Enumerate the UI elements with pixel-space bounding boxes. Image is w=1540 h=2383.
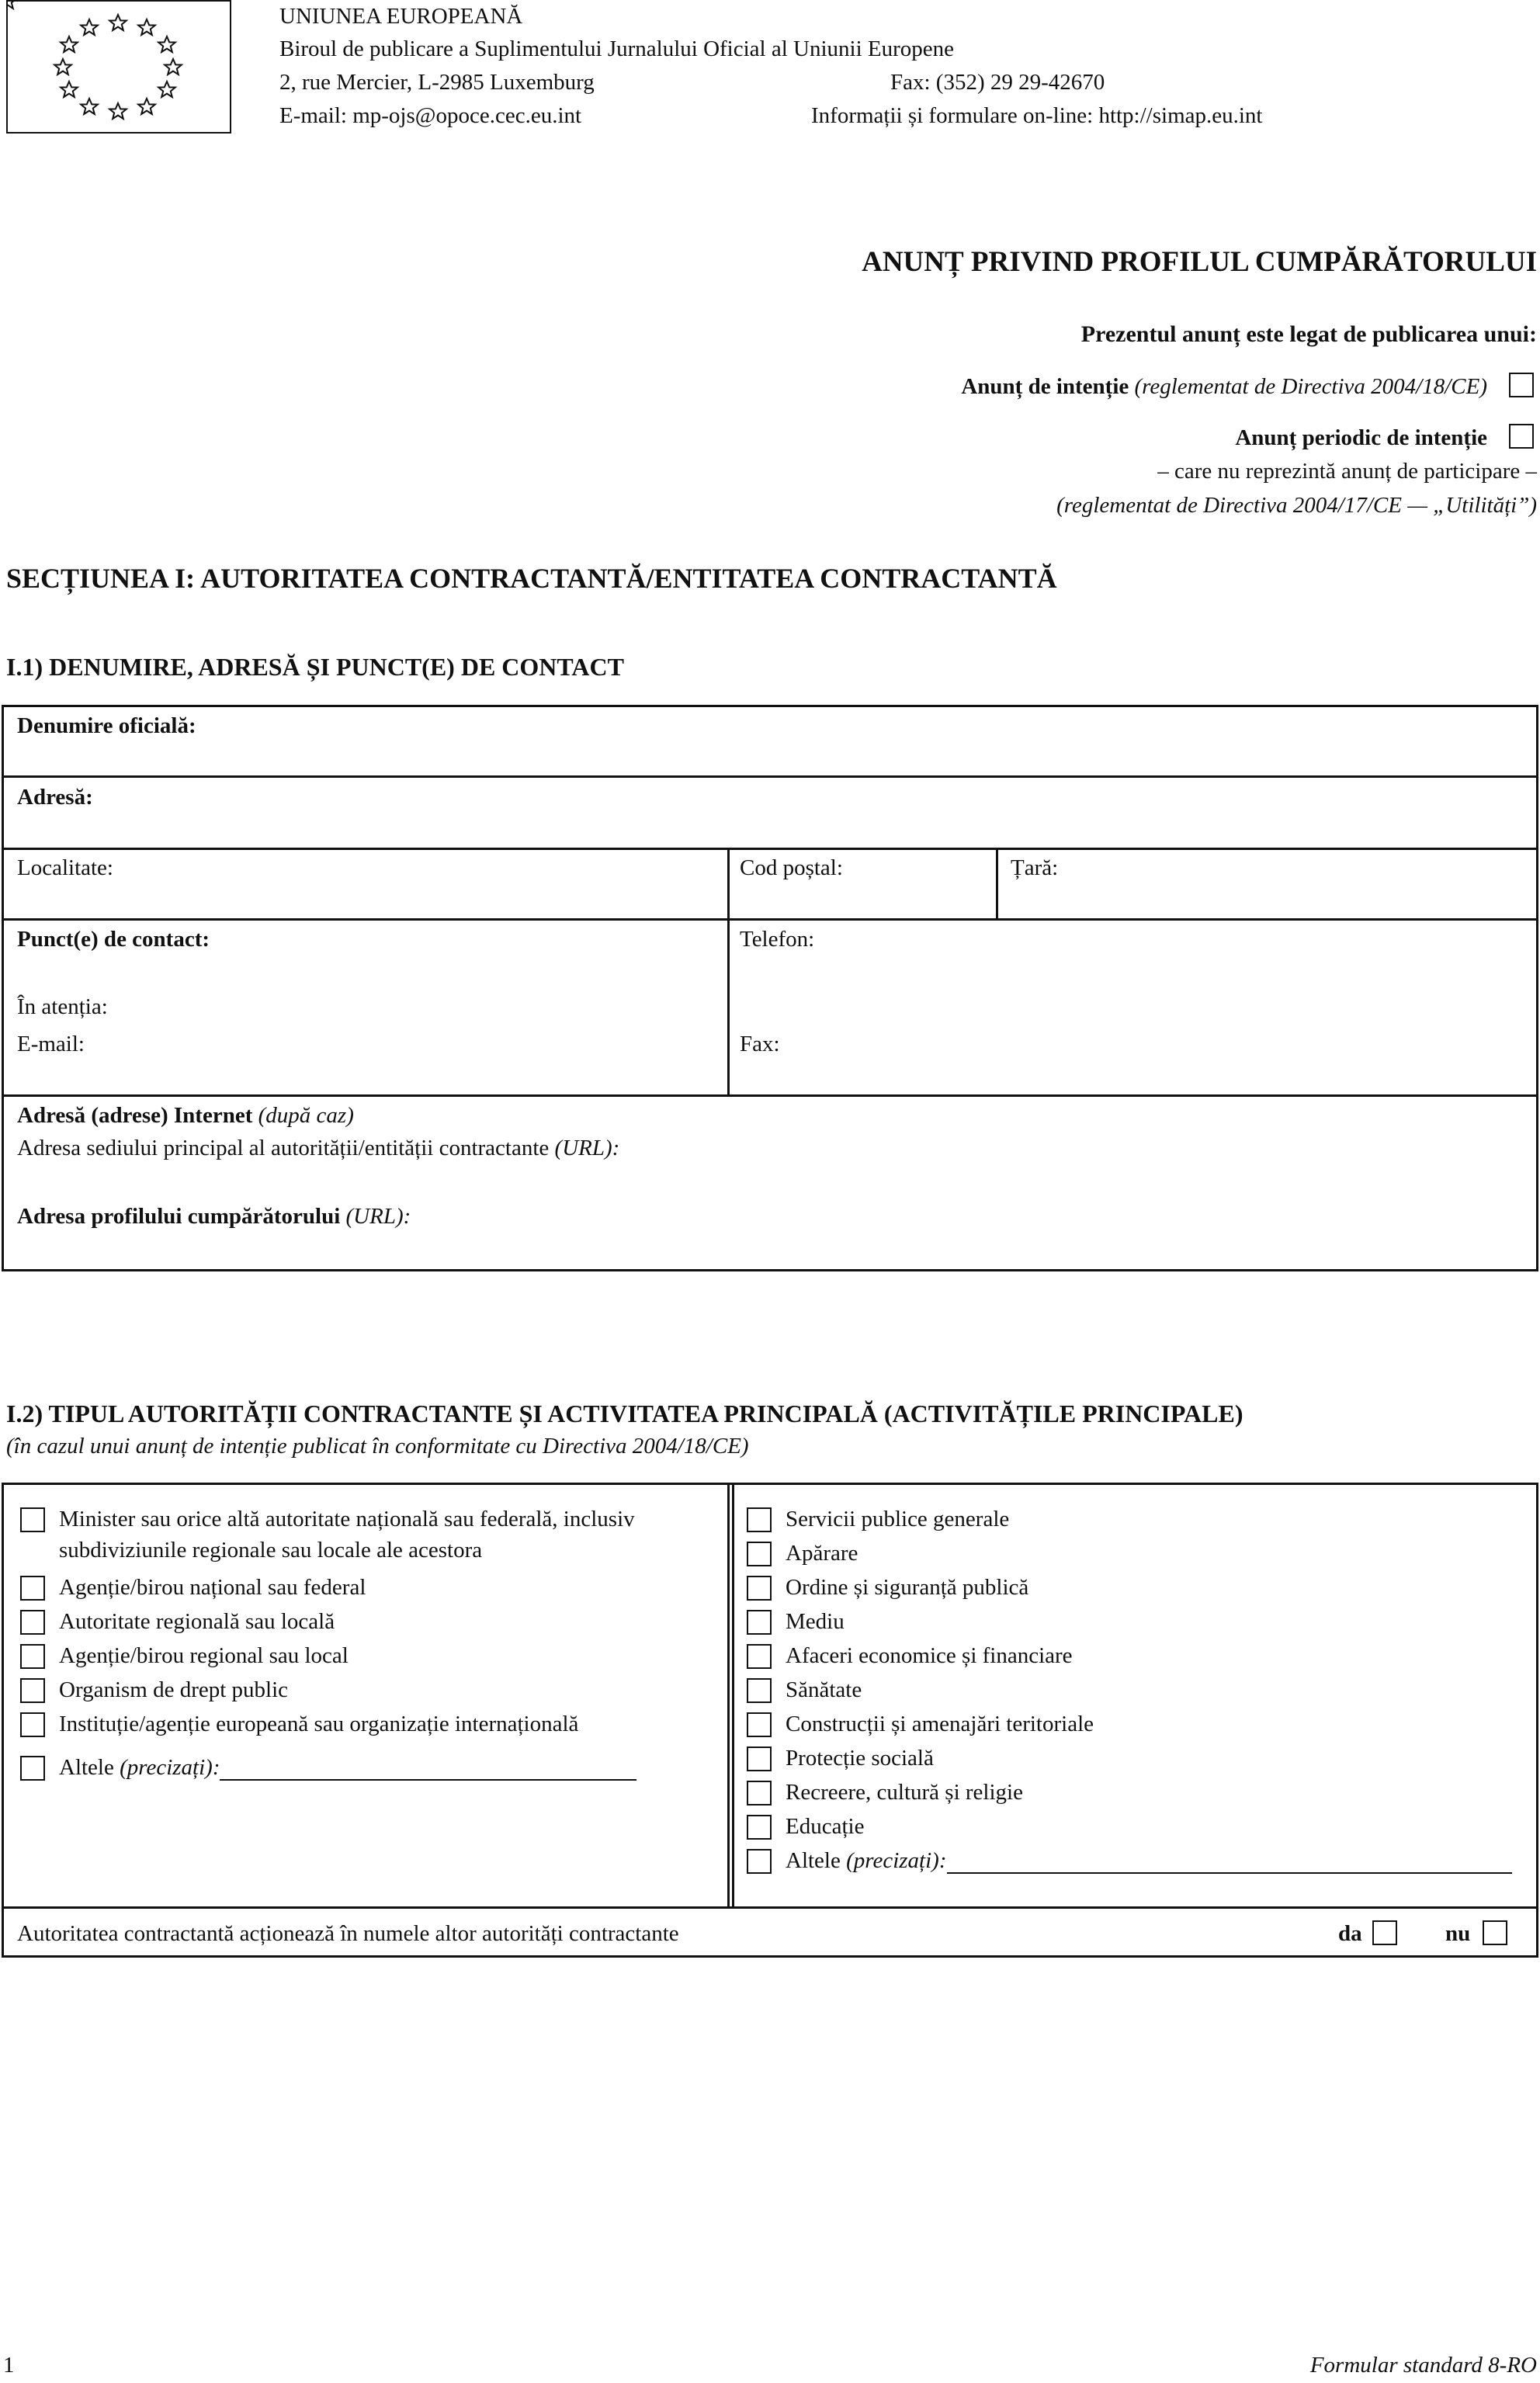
- option-notice-intent-directive: (reglementat de Directiva 2004/18/CE): [1134, 374, 1487, 399]
- form-title: ANUNȚ PRIVIND PROFILUL CUMPĂRĂTORULUI: [862, 246, 1537, 278]
- country-label: Țară:: [1011, 855, 1059, 880]
- divider: [996, 848, 998, 918]
- environment-checkbox[interactable]: [747, 1610, 772, 1635]
- internet-heading-label: Adresă (adrese) Internet: [17, 1103, 253, 1128]
- public-law-body-checkbox[interactable]: [20, 1678, 45, 1703]
- recreation-label: Recreere, cultură și religie: [786, 1780, 1023, 1805]
- buyer-profile-label: [17, 1203, 411, 1230]
- right-other-label: [786, 1847, 947, 1875]
- ministry-checkbox[interactable]: [20, 1507, 45, 1532]
- public-order-label: Ordine și siguranță publică: [786, 1575, 1029, 1600]
- header-address: 2, rue Mercier, L-2985 Luxemburg: [279, 70, 595, 95]
- general-services-checkbox[interactable]: [747, 1507, 772, 1532]
- header-fax: Fax: (352) 29 29-42670: [890, 70, 1105, 95]
- right-other-text: Altele: [786, 1848, 841, 1873]
- email-label: E-mail:: [17, 1032, 85, 1056]
- yes-checkbox[interactable]: [1372, 1920, 1397, 1945]
- public-order-checkbox[interactable]: [747, 1576, 772, 1601]
- divider: [2, 848, 1538, 850]
- social-protection-label: Protecție socială: [786, 1746, 934, 1771]
- national-agency-checkbox[interactable]: [20, 1576, 45, 1601]
- left-other-label: [59, 1754, 220, 1781]
- postal-code-label: Cod poștal:: [740, 855, 843, 880]
- eu-institution-checkbox[interactable]: [20, 1712, 45, 1737]
- option-periodic-intent: Anunț periodic de intenție: [1235, 425, 1487, 450]
- left-other-checkbox[interactable]: [20, 1756, 45, 1781]
- periodic-intent-directive: (reglementat de Directiva 2004/17/CE — „Utilități”): [1056, 493, 1537, 518]
- buyer-profile-url: (URL):: [345, 1204, 411, 1229]
- no-label: nu: [1445, 1921, 1471, 1946]
- divider: [2, 1094, 1538, 1097]
- option-notice-intent-label: Anunț de intenție: [961, 374, 1129, 399]
- ministry-label: Minister sau orice altă autoritate națională sau federală, inclusiv: [59, 1507, 635, 1531]
- on-behalf-label: Autoritatea contractantă acționează în numele altor autorități contractante: [17, 1921, 679, 1946]
- economic-affairs-checkbox[interactable]: [747, 1644, 772, 1669]
- hq-address-url: (URL):: [554, 1136, 620, 1160]
- contact-points-label: Punct(e) de contact:: [17, 927, 210, 952]
- public-law-body-label: Organism de drept public: [59, 1677, 289, 1702]
- right-other-checkbox[interactable]: [747, 1849, 772, 1874]
- economic-affairs-label: Afaceri economice și financiare: [786, 1643, 1073, 1668]
- eu-stars-icon: [8, 2, 229, 131]
- housing-label: Construcții și amenajări teritoriale: [786, 1712, 1094, 1736]
- divider: [2, 918, 1538, 921]
- divider: [727, 848, 730, 1094]
- divider: [732, 1483, 734, 1906]
- form-code: Formular standard 8-RO: [1309, 2353, 1537, 2378]
- eu-institution-label: Instituție/agenție europeană sau organizație internațională: [59, 1712, 579, 1736]
- notice-intent-checkbox[interactable]: [1509, 373, 1534, 397]
- recreation-checkbox[interactable]: [747, 1781, 772, 1805]
- regional-authority-label: Autoritate regională sau locală: [59, 1609, 335, 1634]
- left-other-text: Altele: [59, 1755, 114, 1780]
- locality-label: Localitate:: [17, 855, 113, 880]
- linked-intro: Prezentul anunț este legat de publicarea unui:: [1080, 321, 1537, 347]
- divider: [2, 775, 1538, 778]
- option-notice-intent: [961, 373, 1487, 401]
- education-label: Educație: [786, 1814, 865, 1839]
- official-name-label: Denumire oficială:: [17, 713, 196, 738]
- right-other-input[interactable]: [947, 1872, 1512, 1874]
- regional-authority-checkbox[interactable]: [20, 1610, 45, 1635]
- phone-label: Telefon:: [740, 927, 815, 952]
- internet-heading-note: (după caz): [258, 1103, 354, 1128]
- address-label: Adresă:: [17, 785, 93, 810]
- hq-address-text: Adresa sediului principal al autorității/entității contractante: [17, 1136, 550, 1160]
- defence-label: Apărare: [786, 1541, 858, 1566]
- housing-checkbox[interactable]: [747, 1712, 772, 1737]
- right-other-specify: (precizați):: [846, 1848, 947, 1873]
- no-checkbox[interactable]: [1483, 1920, 1507, 1945]
- buyer-profile-text: Adresa profilului cumpărătorului: [17, 1204, 341, 1229]
- hq-address-label: [17, 1135, 619, 1162]
- section-1-2-subheading: (în cazul unui anunț de intenție publicat în conformitate cu Directiva 2004/18/CE): [6, 1434, 749, 1459]
- regional-agency-checkbox[interactable]: [20, 1644, 45, 1669]
- periodic-intent-checkbox[interactable]: [1509, 424, 1534, 449]
- environment-label: Mediu: [786, 1609, 845, 1634]
- header-org: UNIUNEA EUROPEANĂ: [279, 4, 523, 29]
- health-label: Sănătate: [786, 1677, 862, 1702]
- general-services-label: Servicii publice generale: [786, 1507, 1010, 1531]
- national-agency-label: Agenție/birou național sau federal: [59, 1575, 366, 1600]
- ministry-label-line2: subdiviziunile regionale sau locale ale acestora: [59, 1538, 483, 1563]
- education-checkbox[interactable]: [747, 1815, 772, 1840]
- yes-label: da: [1338, 1921, 1362, 1946]
- defence-checkbox[interactable]: [747, 1542, 772, 1566]
- divider: [727, 1483, 730, 1906]
- header-office: Biroul de publicare a Suplimentului Jurnalului Oficial al Uniunii Europene: [279, 36, 954, 61]
- periodic-intent-note: – care nu reprezintă anunț de participare –: [1157, 459, 1537, 484]
- page-number: 1: [3, 2353, 15, 2378]
- eu-logo: [6, 0, 231, 134]
- section-1-heading: SECȚIUNEA I: AUTORITATEA CONTRACTANTĂ/ENTITATEA CONTRACTANTĂ: [6, 563, 1057, 594]
- header-email: E-mail: mp-ojs@opoce.cec.eu.int: [279, 103, 582, 128]
- social-protection-checkbox[interactable]: [747, 1746, 772, 1771]
- section-1-2-heading: I.2) TIPUL AUTORITĂȚII CONTRACTANTE ȘI ACTIVITATEA PRINCIPALĂ (ACTIVITĂȚILE PRINCIPALE): [6, 1400, 1243, 1427]
- divider: [2, 1906, 1538, 1909]
- health-checkbox[interactable]: [747, 1678, 772, 1703]
- left-other-specify: (precizați):: [120, 1755, 220, 1780]
- left-other-input[interactable]: [220, 1779, 636, 1781]
- contact-table: [2, 705, 1538, 1271]
- internet-heading: [17, 1102, 354, 1129]
- regional-agency-label: Agenție/birou regional sau local: [59, 1643, 349, 1668]
- fax-label: Fax:: [740, 1032, 780, 1056]
- attention-label: În atenția:: [17, 994, 108, 1019]
- header-online: Informații și formulare on-line: http://simap.eu.int: [811, 103, 1263, 128]
- section-1-1-heading: I.1) DENUMIRE, ADRESĂ ȘI PUNCT(E) DE CONTACT: [6, 653, 624, 681]
